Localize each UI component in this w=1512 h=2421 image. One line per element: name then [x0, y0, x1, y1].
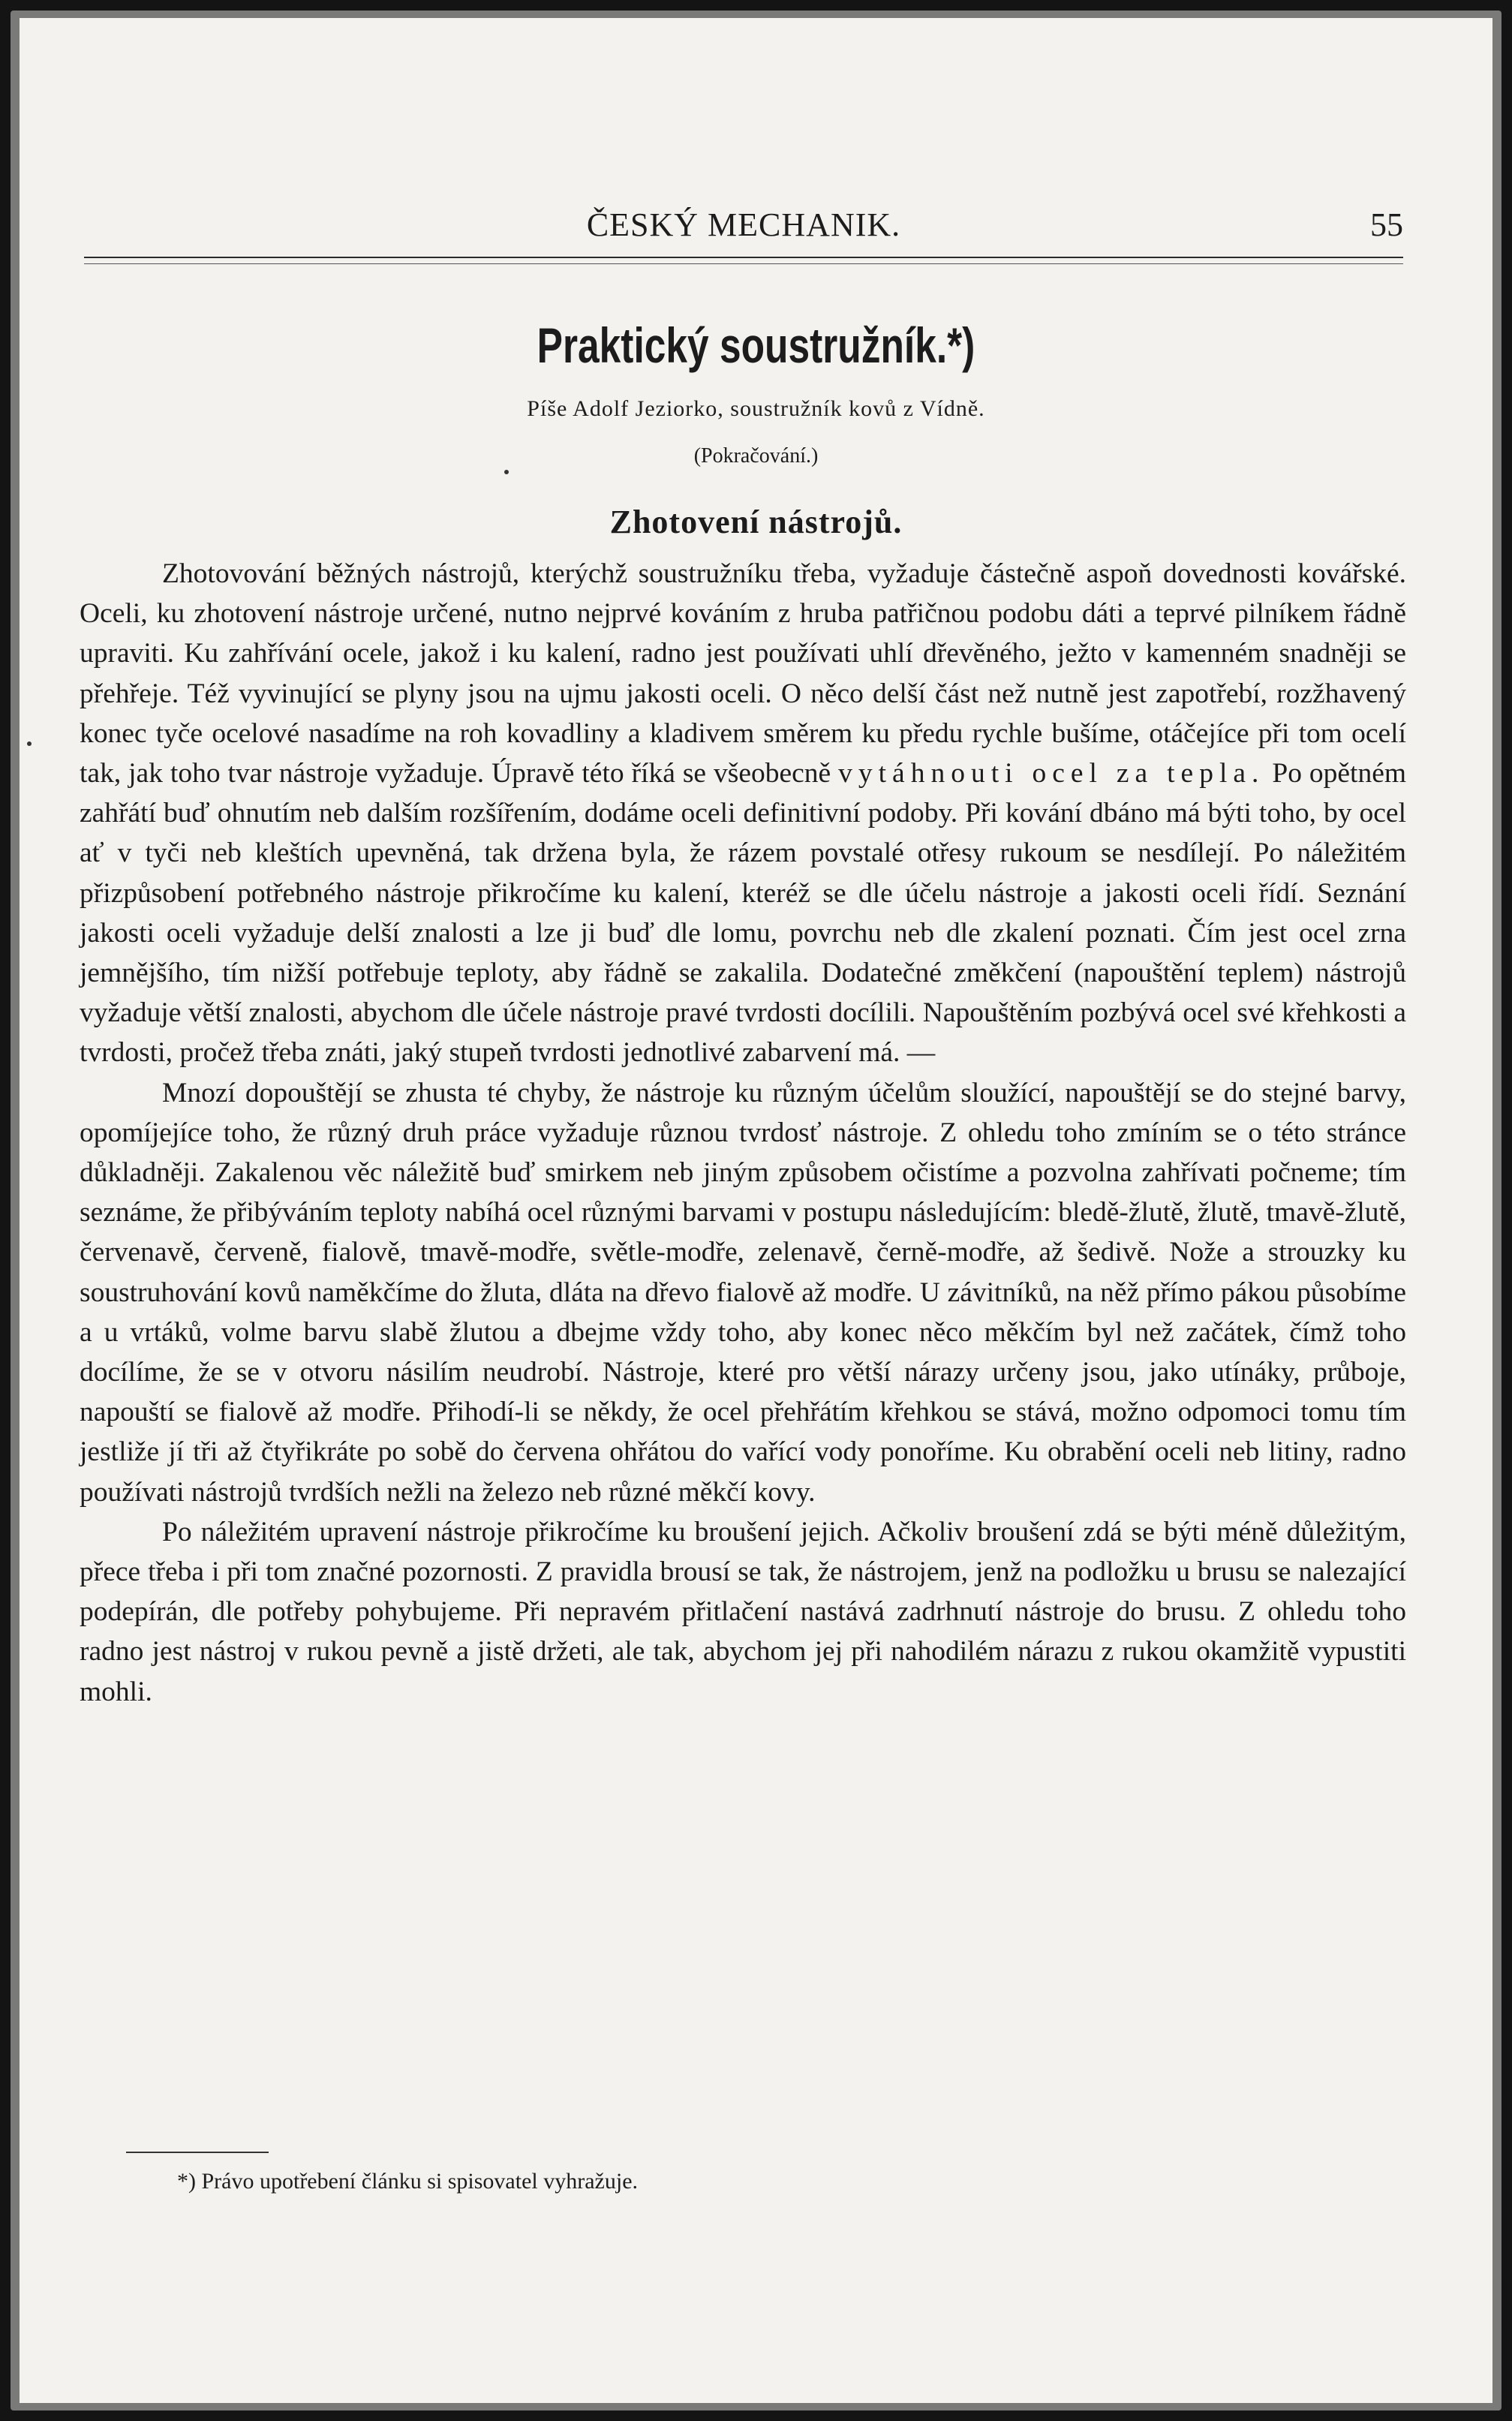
ink-speck — [504, 470, 509, 474]
byline: Píše Adolf Jeziorko, soustružník kovů z Vídně. — [527, 396, 985, 421]
paragraph: Po náležitém upravení nástroje přikročíme ku broušení jejich. Ačkoliv broušení zdá se býti méně důležitým, přece třeba i při tom značné pozornosti. Z pravidla brousí se tak, že nástrojem, jenž na podložku u brusu se nalezající podepírán, dle potřeby pohybujeme. Při nepravém přitlačení nastává zadrhnutí nástroje do brusu. Z ohledu toho radno jest nástroj v rukou pevně a jistě držeti, ale tak, abychom jej při nahodilém nárazu z rukou okamžitě vypustiti mohli. — [80, 1516, 1406, 1707]
header-rule — [84, 257, 1403, 258]
paragraph — [80, 554, 1406, 1073]
spaced-emphasis: vytáhnouti ocel za tepla. — [838, 758, 1265, 789]
paragraph-text: Po opětném zahřátí buď ohnutím neb dalším rozšířením, dodáme oceli definitivní podoby. Při kování dbáno má býti toho, by ocel ať v tyči neb kleštích upevněná, tak držena byla, že rázem povstalé otřesy rukoum se nesdílejí. Po náležitém přizpůsobení potřebného nástroje přikročíme ku kalení, kteréž se dle účelu nástroje a jakosti oceli řídí. Seznání jakosti oceli vyžaduje delší znalosti a lze ji buď dle lomu, povrchu neb dle zkalení poznati. Čím jest ocel zrna jemnějšího, tím nižší potřebuje teploty, aby řádně se zakalila. Dodatečné změkčení (napouštění teplem) nástrojů vyžaduje větší znalosti, abychom dle účele nástroje pravé tvrdosti docílili. Napouštěním pozbývá ocel své křehkosti a tvrdosti, pročež třeba znáti, jaký stupeň tvrdosti jednotlivé zabarvení má. — — [80, 758, 1407, 1069]
margin-speck — [27, 741, 32, 746]
header-rule-thin — [84, 263, 1403, 264]
running-head — [84, 206, 1403, 251]
running-title: ČESKÝ MECHANIK. — [586, 206, 901, 243]
article-title: Praktický soustružník.*) — [537, 317, 975, 373]
continuation-note: (Pokračování.) — [693, 444, 819, 468]
section-heading: Zhotovení nástrojů. — [609, 504, 903, 540]
paragraph: Mnozí dopouštějí se zhusta té chyby, že nástroje ku různým účelům sloužící, napouštějí se do stejné barvy, opomíjejíce toho, že různý druh práce vyžaduje různou tvrdosť nástroje. Z ohledu toho zmíním se o této stránce důkladněji. Zakalenou věc náležitě buď smirkem neb jiným způsobem očistíme a pozvolna zahřívati počneme; tím seznáme, že přibýváním teploty nabíhá ocel různými barvami v postupu následujícím: bledě-žlutě, žlutě, tmavě-žlutě, červenavě, červeně, fialově, tmavě-modře, světle-modře, zelenavě, černě-modře, až šedivě. Nože a strouzky ku soustruhování kovů naměkčíme do žluta, dláta na dřevo fialově až modře. U závitníků, na něž přímo pákou působíme a u vrtáků, volme barvu slabě žlutou a dbejme vždy toho, aby konec něco měkčím byl než začátek, čímž toho docílíme, že se v otvoru násilím neudrobí. Nástroje, které pro větší nárazy určeny jsou, jako utínáky, průboje, napouští se fialově až modře. Přihodí-li se někdy, že ocel přehřátím křehkou se stává, možno odpomoci tomu tím jestliže jí tři až čtyřikráte po sobě do červena ohřátou do vařící vody ponoříme. Ku obrabění oceli neb litiny, radno používati nástrojů tvrdších nežli na železo neb různé měkčí kovy. — [80, 1077, 1406, 1508]
article-body — [80, 554, 1406, 1712]
page — [20, 18, 1492, 2403]
footnote-rule — [126, 2152, 269, 2153]
footnote: *) Právo upotřebení článku si spisovatel vyhražuje. — [177, 2169, 639, 2194]
paragraph-text: Zhotovování běžných nástrojů, kterýchž soustružníku třeba, vyžaduje částečně aspoň dovednosti kovářské. Oceli, ku zhotovení nástroje určené, nutno nejprvé kováním z hruba patřičnou podobu dáti a teprvé pilníkem řádně upraviti. Ku zahřívání ocele, jakož i ku kalení, radno jest používati uhlí dřevěného, ježto v kamenném snadněji se přehřeje. Též vyvinující se plyny jsou na ujmu jakosti oceli. O něco delší část než nutně jest zapotřebí, rozžhavený konec tyče ocelové nasadíme na roh kovadliny a kladivem směrem ku předu rychle bušíme, otáčejíce při tom ocelí tak, jak toho tvar nástroje vyžaduje. Úpravě této říká se všeobecně — [80, 558, 1406, 789]
page-number: 55 — [1370, 206, 1403, 243]
